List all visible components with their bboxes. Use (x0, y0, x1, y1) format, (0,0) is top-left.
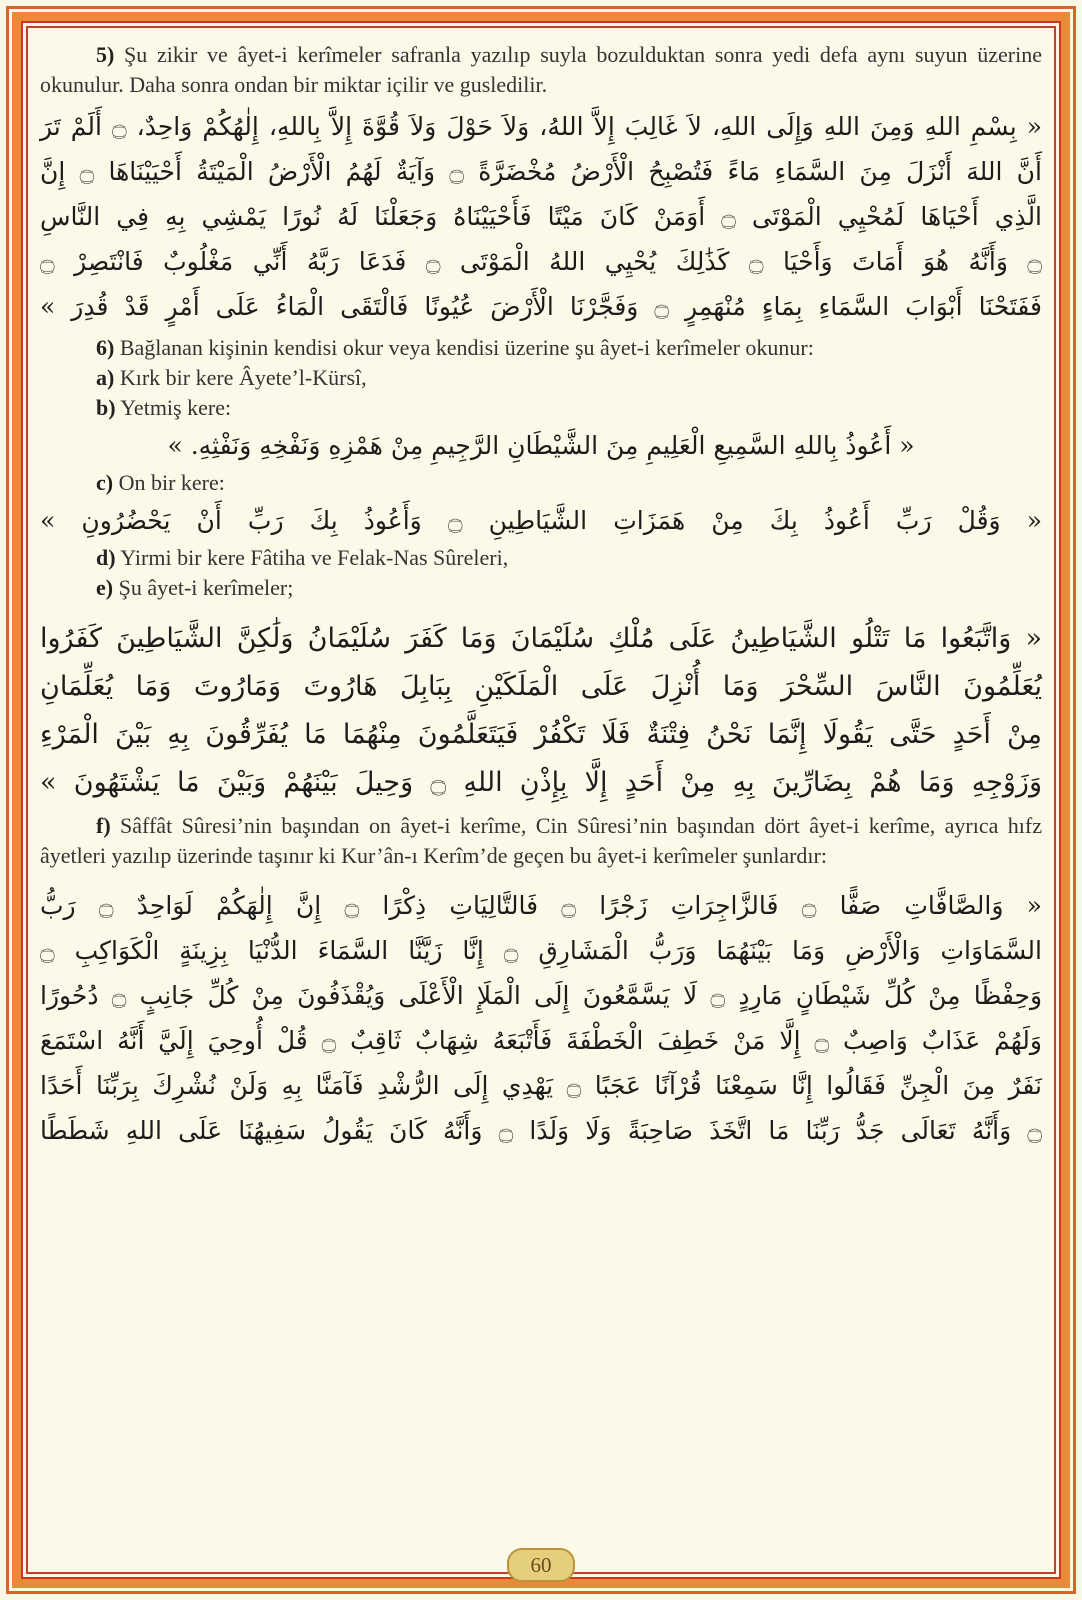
item-c (40, 468, 1042, 498)
arabic-line: « بِسْمِ اللهِ وَمِنَ اللهِ وَإِلَى اللهِ، لاَ غَالِبَ إِلاَّ اللهُ، وَلاَ حَوْلَ وَلاَ قُوَّةَ إِلاَّ بِاللهِ، إِلٰهُكُمْ وَاحِدٌ، ۝ أَلَمْ تَرَ (40, 112, 1042, 141)
paragraph-f (40, 811, 1042, 871)
paragraph-text: Bağlanan kişinin kendisi okur veya kendisi üzerine şu âyet-i kerîmeler okunur: (119, 335, 814, 360)
page-content (40, 40, 1042, 1550)
arabic-line: نَفَرٌ مِنَ الْجِنِّ فَقَالُوا إِنَّا سَمِعْنَا قُرْآنًا عَجَبًا ۝ يَهْدِي إِلَى الرُّشْدِ فَآمَنَّا بِهِ وَلَنْ نُشْرِكَ بِرَبِّنَا أَحَدًا (40, 1071, 1042, 1100)
arabic-line: « وَالصَّافَّاتِ صَفًّا ۝ فَالزَّاجِرَاتِ زَجْرًا ۝ فَالتَّالِيَاتِ ذِكْرًا ۝ إِنَّ إِلٰهَكُمْ لَوَاحِدٌ ۝ رَبُّ (40, 891, 1042, 920)
arabic-line: « وَاتَّبَعُوا مَا تَتْلُو الشَّيَاطِينُ عَلَى مُلْكِ سُلَيْمَانَ وَمَا كَفَرَ سُلَيْمَانُ وَلَٰكِنَّ الشَّيَاطِينَ كَفَرُوا (40, 623, 1042, 654)
item-label: a) (96, 365, 115, 390)
paragraph-5 (40, 40, 1042, 100)
item-d (40, 543, 1042, 573)
arabic-line: أَنَّ اللهَ أَنْزَلَ مِنَ السَّمَاءِ مَاءً فَتُصْبِحُ الْأَرْضُ مُخْضَرَّةً ۝ وَآيَةٌ لَهُمُ الْأَرْضُ الْمَيْتَةُ أَحْيَيْنَاهَا ۝ إِنَّ (40, 157, 1042, 186)
arabic-line: وَلَهُمْ عَذَابٌ وَاصِبٌ ۝ إِلَّا مَنْ خَطِفَ الْخَطْفَةَ فَأَتْبَعَهُ شِهَابٌ ثَاقِبٌ ۝ قُلْ أُوحِيَ إِلَيَّ أَنَّهُ اسْتَمَعَ (40, 1026, 1043, 1055)
item-text: Şu âyet-i kerîmeler; (118, 575, 294, 600)
item-a (40, 363, 1042, 393)
arabic-line: وَزَوْجِهِ وَمَا هُمْ بِضَارِّينَ بِهِ مِنْ أَحَدٍ إِلَّا بِإِذْنِ اللهِ ۝ وَحِيلَ بَيْنَهُمْ وَبَيْنَ مَا يَشْتَهُونَ » (40, 767, 1042, 798)
arabic-line-b: « أَعُوذُ بِاللهِ السَّمِيعِ الْعَلِيمِ مِنَ الشَّيْطَانِ الرَّجِيمِ مِنْ هَمْزِهِ وَنَفْخِهِ وَنَفْثِهِ. » (167, 431, 915, 460)
arabic-line: ۝ وَأَنَّهُ تَعَالَى جَدُّ رَبِّنَا مَا اتَّخَذَ صَاحِبَةً وَلَا وَلَدًا ۝ وَأَنَّهُ كَانَ يَقُولُ سَفِيهُنَا عَلَى اللهِ شَطَطًا (40, 1116, 1042, 1145)
page-number: 60 (507, 1548, 575, 1582)
item-b (40, 393, 1042, 423)
item-text: Yetmiş kere: (120, 395, 232, 420)
item-text: On bir kere: (118, 470, 225, 495)
item-label: c) (96, 470, 114, 495)
arabic-line: يُعَلِّمُونَ النَّاسَ السِّحْرَ وَمَا أُنْزِلَ عَلَى الْمَلَكَيْنِ بِبَابِلَ هَارُوتَ وَمَارُوتَ وَمَا يُعَلِّمَانِ (40, 671, 1042, 702)
arabic-line: الَّذِي أَحْيَاهَا لَمُحْيِي الْمَوْتَى ۝ أَوَمَنْ كَانَ مَيْتًا فَأَحْيَيْنَاهُ وَجَعَلْنَا لَهُ نُورًا يَمْشِي بِهِ فِي النَّاسِ (40, 202, 1043, 231)
arabic-block-2 (40, 615, 1042, 807)
arabic-line-c: « وَقُلْ رَبِّ أَعُوذُ بِكَ مِنْ هَمَزَاتِ الشَّيَاطِينِ ۝ وَأَعُوذُ بِكَ رَبِّ أَنْ يَحْضُرُونِ » (40, 506, 1042, 535)
arabic-block-1 (40, 104, 1042, 329)
arabic-line: وَحِفْظًا مِنْ كُلِّ شَيْطَانٍ مَارِدٍ ۝ لَا يَسَّمَّعُونَ إِلَى الْمَلَإِ الْأَعْلَى وَيُقْذَفُونَ مِنْ كُلِّ جَانِبٍ ۝ دُحُورًا (40, 981, 1043, 1010)
paragraph-text: Şu zikir ve âyet-i kerîmeler safranla yazılıp suyla bozulduktan sonra yedi defa aynı suyun üzerine okunulur. Daha sonra ondan bir miktar içilir ve gusledilir. (40, 42, 1042, 97)
item-text: Yirmi bir kere Fâtiha ve Felak-Nas Sûreleri, (120, 545, 509, 570)
item-label: b) (96, 395, 116, 420)
paragraph-text: Sâffât Sûresi’nin başından on âyet-i kerîme, Cin Sûresi’nin başından dört âyet-i kerîme, ayrıca hıfz âyetleri yazılıp üzerinde taşınır ki Kur’ân-ı Kerîm’de geçen bu âyet-i kerîmeler şunlardır: (40, 813, 1042, 868)
item-number: 5) (96, 42, 115, 67)
item-label: d) (96, 545, 116, 570)
arabic-line: ۝ وَأَنَّهُ هُوَ أَمَاتَ وَأَحْيَا ۝ كَذَٰلِكَ يُحْيِي اللهُ الْمَوْتَى ۝ فَدَعَا رَبَّهُ أَنِّي مَغْلُوبٌ فَانْتَصِرْ ۝ (40, 247, 1042, 276)
paragraph-6 (40, 333, 1042, 363)
item-text: Kırk bir kere Âyete’l-Kürsî, (119, 365, 367, 390)
item-label: f) (96, 813, 111, 838)
item-label: e) (96, 575, 114, 600)
item-e (40, 573, 1042, 603)
arabic-line: مِنْ أَحَدٍ حَتَّى يَقُولَا إِنَّمَا نَحْنُ فِتْنَةٌ فَلَا تَكْفُرْ فَيَتَعَلَّمُونَ مِنْهُمَا مَا يُفَرِّقُونَ بِهِ بَيْنَ الْمَرْءِ (40, 719, 1042, 750)
item-number: 6) (96, 335, 115, 360)
arabic-line: فَفَتَحْنَا أَبْوَابَ السَّمَاءِ بِمَاءٍ مُنْهَمِرٍ ۝ وَفَجَّرْنَا الْأَرْضَ عُيُونًا فَالْتَقَى الْمَاءُ عَلَى أَمْرٍ قَدْ قُدِرَ » (40, 292, 1043, 321)
arabic-line: السَّمَاوَاتِ وَالْأَرْضِ وَمَا بَيْنَهُمَا وَرَبُّ الْمَشَارِقِ ۝ إِنَّا زَيَّنَّا السَّمَاءَ الدُّنْيَا بِزِينَةٍ الْكَوَاكِبِ ۝ (40, 936, 1042, 965)
arabic-block-3 (40, 883, 1042, 1153)
